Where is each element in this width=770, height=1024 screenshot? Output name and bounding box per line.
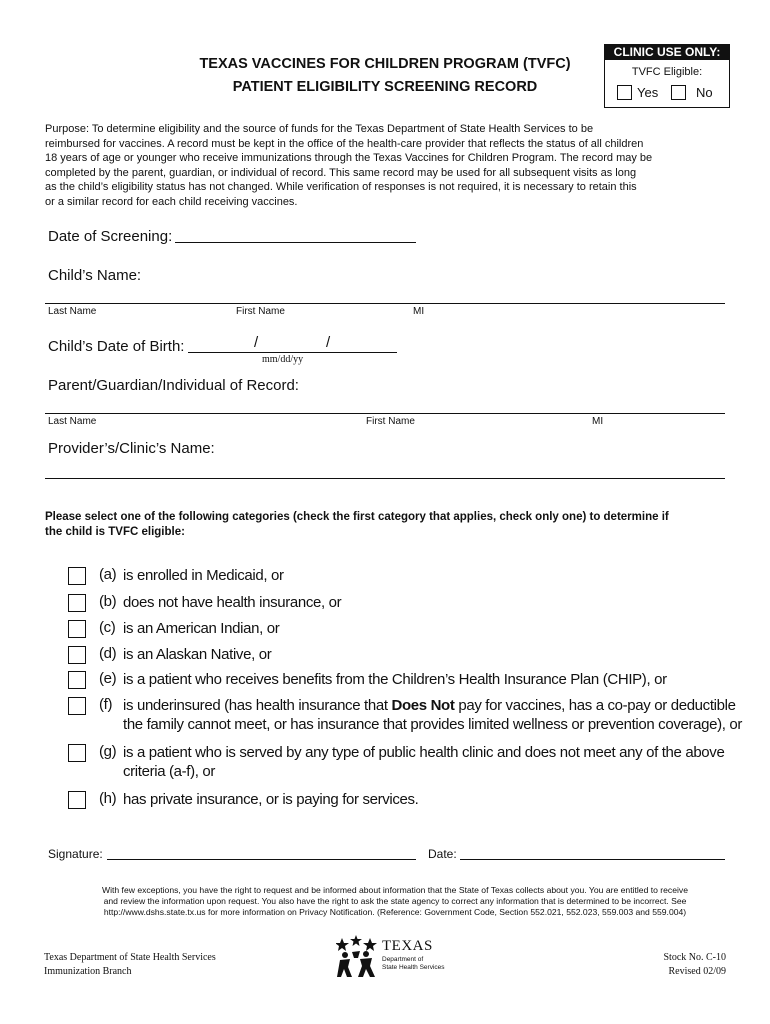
eligible-yes-checkbox[interactable]: [617, 85, 632, 100]
category-h-checkbox[interactable]: [68, 791, 86, 809]
purpose-line: completed by the parent, guardian, or individual of record. This same record may be used for all subsequent visits as long: [45, 166, 637, 179]
category-g[interactable]: [68, 743, 748, 781]
category-c[interactable]: [68, 619, 748, 638]
provider-clinic-label: Provider’s/Clinic’s Name:: [48, 440, 215, 457]
childs-name-field[interactable]: [45, 303, 725, 304]
agency-name: [44, 951, 216, 979]
category-text: has private insurance, or is paying for services.: [123, 791, 419, 808]
eligible-no-option[interactable]: [671, 85, 713, 100]
category-letter: (g): [99, 743, 117, 760]
clinic-use-box: [604, 44, 730, 108]
notice-line: With few exceptions, you have the right to request and be informed about information that the State of Texas collects about you. You are entitled to receive: [101, 885, 688, 895]
category-text: [123, 696, 748, 734]
eligible-no-checkbox[interactable]: [671, 85, 686, 100]
stock-number: Stock No. C-10: [663, 952, 726, 963]
form-title-line2: PATIENT ELIGIBILITY SCREENING RECORD: [232, 79, 538, 95]
provider-clinic-field[interactable]: [45, 478, 725, 479]
dob-format-hint: mm/dd/yy: [262, 354, 304, 365]
dob-separator: /: [254, 334, 259, 351]
signature-field[interactable]: [107, 859, 416, 860]
category-c-checkbox[interactable]: [68, 620, 86, 638]
logo-subtitle: [382, 956, 445, 972]
notice-line: and review the information upon request. You also have the right to ask the state agency to correct any information that is determined to be incorrect. See: [103, 896, 687, 906]
category-text: is an Alaskan Native, or: [123, 646, 272, 663]
dob-separator: /: [326, 334, 331, 351]
category-letter: (f): [99, 696, 113, 713]
purpose-line: Purpose: To determine eligibility and the source of funds for the Texas Department of State Health Services to be: [45, 123, 594, 135]
date-label: Date:: [428, 847, 457, 861]
signature-label: Signature:: [48, 847, 103, 861]
eligible-yes-label: Yes: [637, 85, 659, 100]
purpose-line: as the child’s eligibility status has not changed. While verification of responses is not required, it is necessary to retain this: [45, 181, 637, 194]
does-not-emphasis: Does Not: [391, 697, 455, 714]
child-mi-label: MI: [413, 306, 425, 317]
eligible-yes-option[interactable]: [617, 85, 658, 100]
category-letter: (h): [99, 790, 117, 807]
category-h[interactable]: [68, 790, 748, 809]
category-text: does not have health insurance, or: [123, 594, 342, 611]
childs-name-label: Child’s Name:: [48, 267, 142, 284]
dshs-logo: [336, 934, 446, 978]
instructions-line: the child is TVFC eligible:: [45, 526, 185, 538]
category-d-checkbox[interactable]: [68, 646, 86, 664]
parent-first-name-label: First Name: [366, 416, 415, 427]
category-text-part: is underinsured (has health insurance that: [123, 697, 392, 714]
revision-date: Revised 02/09: [668, 966, 726, 977]
category-text: is an American Indian, or: [123, 620, 280, 637]
eligible-no-label: No: [696, 85, 713, 100]
category-letter: (b): [99, 593, 117, 610]
date-of-screening-label: Date of Screening:: [48, 228, 173, 245]
category-text-part: criteria (a-f), or: [123, 763, 216, 780]
logo-word: TEXAS: [382, 938, 433, 954]
category-a[interactable]: [68, 566, 748, 585]
clinic-use-heading: CLINIC USE ONLY:: [605, 45, 729, 60]
category-text: [123, 743, 748, 781]
purpose-line: reimbursed for vaccines. A record must be kept in the office of the health-care provider that reflects the status of all children: [45, 137, 644, 150]
parent-guardian-label: Parent/Guardian/Individual of Record:: [48, 377, 299, 394]
category-letter: (c): [99, 619, 116, 636]
child-first-name-label: First Name: [236, 306, 285, 317]
texas-figures-icon: [336, 934, 380, 978]
tvfc-eligible-label: TVFC Eligible:: [631, 66, 703, 78]
date-of-screening-field[interactable]: [175, 242, 416, 243]
category-letter: (e): [99, 670, 117, 687]
category-text: is enrolled in Medicaid, or: [123, 567, 284, 584]
child-last-name-label: Last Name: [48, 306, 97, 317]
category-b-checkbox[interactable]: [68, 594, 86, 612]
category-letter: (d): [99, 645, 117, 662]
dob-field[interactable]: [188, 352, 397, 353]
category-f-checkbox[interactable]: [68, 697, 86, 715]
category-e-checkbox[interactable]: [68, 671, 86, 689]
category-g-checkbox[interactable]: [68, 744, 86, 762]
category-text-part: the family cannot meet, or has insurance that provides limited wellness or prevention coverage), or: [123, 716, 743, 733]
category-e[interactable]: [68, 670, 748, 689]
instructions-line: Please select one of the following categories (check the first category that applies, check only one) to determine if: [45, 511, 669, 523]
date-field[interactable]: [460, 859, 725, 860]
category-d[interactable]: [68, 645, 748, 664]
form-title-line1: TEXAS VACCINES FOR CHILDREN PROGRAM (TVFC): [199, 56, 571, 72]
category-b[interactable]: [68, 593, 748, 612]
purpose-paragraph: [45, 122, 735, 210]
dob-label: Child’s Date of Birth:: [48, 338, 185, 355]
parent-last-name-label: Last Name: [48, 416, 97, 427]
parent-guardian-field[interactable]: [45, 413, 725, 414]
category-text-part: is a patient who is served by any type of public health clinic and does not meet any of the above: [123, 744, 725, 761]
category-text: is a patient who receives benefits from the Children’s Health Insurance Plan (CHIP), or: [123, 671, 667, 688]
notice-line: http://www.dshs.state.tx.us for more information on Privacy Notification. (Reference: Government Code, Section 552.021, 552.023, 559.003 and 559.004): [103, 907, 687, 917]
category-instructions: [45, 510, 735, 540]
category-letter: (a): [99, 566, 117, 583]
agency-line: Texas Department of State Health Services: [44, 952, 216, 963]
category-text-part: pay for vaccines, has a co-pay or deductible: [454, 697, 736, 714]
purpose-line: or a similar record for each child receiving vaccines.: [45, 195, 298, 208]
privacy-notice: [70, 885, 720, 918]
agency-line: Immunization Branch: [44, 966, 132, 977]
parent-mi-label: MI: [592, 416, 604, 427]
logo-line: Department of: [382, 956, 424, 963]
category-a-checkbox[interactable]: [68, 567, 86, 585]
purpose-line: 18 years of age or younger who receive immunizations through the Texas Vaccines for Children Program. The record may be: [45, 152, 653, 165]
stock-info: [664, 951, 727, 979]
category-f[interactable]: [68, 696, 748, 734]
logo-line: State Health Services: [382, 964, 445, 971]
